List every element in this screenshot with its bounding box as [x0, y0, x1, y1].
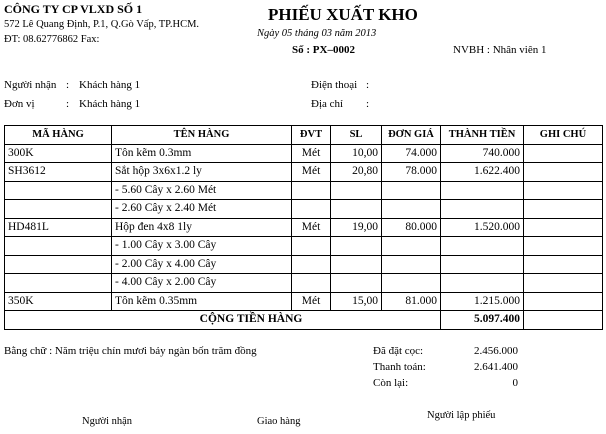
phone-label: Điện thoại	[311, 79, 358, 91]
cell-qty: 10,00	[331, 144, 382, 163]
cell-note	[524, 292, 603, 311]
cell-unit	[292, 255, 331, 274]
cell-name: - 1.00 Cây x 3.00 Cây	[112, 237, 292, 256]
cell-qty: 20,80	[331, 163, 382, 182]
cell-note	[524, 218, 603, 237]
deposit-label: Đã đặt cọc:	[373, 345, 424, 357]
header-unit: ĐVT	[292, 126, 331, 145]
cell-unit: Mét	[292, 144, 331, 163]
cell-name: Hộp đen 4x8 1ly	[112, 218, 292, 237]
cell-price	[382, 200, 441, 219]
cell-amount	[441, 255, 524, 274]
unit-value: Khách hàng 1	[79, 98, 141, 110]
cell-qty	[331, 181, 382, 200]
table-row	[5, 181, 603, 200]
cell-note	[524, 237, 603, 256]
document-date: Ngày 05 tháng 03 năm 2013	[257, 28, 377, 39]
cell-unit	[292, 237, 331, 256]
cell-qty	[331, 237, 382, 256]
table-header-row	[5, 126, 603, 145]
cell-code	[5, 237, 112, 256]
cell-code	[5, 200, 112, 219]
cell-amount	[441, 200, 524, 219]
cell-name: - 4.00 Cây x 2.00 Cây	[112, 274, 292, 293]
cell-note	[524, 144, 603, 163]
cell-amount: 1.520.000	[441, 218, 524, 237]
cell-code: 350K	[5, 292, 112, 311]
company-name: CÔNG TY CP VLXD SỐ 1	[4, 2, 143, 16]
cell-qty: 19,00	[331, 218, 382, 237]
header-note: GHI CHÚ	[524, 126, 603, 145]
total-value: 5.097.400	[441, 311, 524, 330]
paid-value: 2.641.400	[474, 361, 518, 373]
cell-code	[5, 255, 112, 274]
sales-staff: NVBH : Nhân viên 1	[453, 44, 547, 56]
document-number: Số : PX–0002	[292, 44, 355, 56]
total-row	[5, 311, 603, 330]
table-row	[5, 200, 603, 219]
customer-value: Khách hàng 1	[79, 79, 141, 91]
cell-qty: 15,00	[331, 292, 382, 311]
cell-unit	[292, 181, 331, 200]
signature-delivery: Giao hàng	[257, 416, 301, 427]
header-code: MÃ HÀNG	[5, 126, 112, 145]
cell-qty	[331, 274, 382, 293]
cell-note	[524, 255, 603, 274]
header-price: ĐƠN GIÁ	[382, 126, 441, 145]
cell-code	[5, 274, 112, 293]
header-qty: SL	[331, 126, 382, 145]
table-row	[5, 163, 603, 182]
amount-in-words: Bằng chữ : Năm triệu chín mươi bảy ngàn bốn trăm đồng	[4, 345, 257, 357]
phone-separator: :	[366, 79, 370, 91]
company-address: 572 Lê Quang Định, P.1, Q.Gò Vấp, TP.HCM.	[4, 19, 200, 30]
cell-amount: 1.622.400	[441, 163, 524, 182]
signature-creator: Người lập phiếu	[427, 410, 496, 421]
cell-unit: Mét	[292, 218, 331, 237]
header-name: TÊN HÀNG	[112, 126, 292, 145]
cell-price	[382, 181, 441, 200]
cell-unit: Mét	[292, 163, 331, 182]
cell-price: 74.000	[382, 144, 441, 163]
cell-name: Sắt hộp 3x6x1.2 ly	[112, 163, 292, 182]
cell-code: SH3612	[5, 163, 112, 182]
cell-name: - 2.00 Cây x 4.00 Cây	[112, 255, 292, 274]
address-label: Địa chỉ	[311, 98, 344, 110]
remaining-value: 0	[512, 377, 518, 389]
cell-unit: Mét	[292, 292, 331, 311]
table-row	[5, 237, 603, 256]
cell-amount	[441, 274, 524, 293]
cell-code: HD481L	[5, 218, 112, 237]
cell-qty	[331, 200, 382, 219]
table-row	[5, 144, 603, 163]
table-row	[5, 255, 603, 274]
unit-separator: :	[66, 98, 70, 110]
cell-price: 80.000	[382, 218, 441, 237]
table-row	[5, 218, 603, 237]
cell-name: - 2.60 Cây x 2.40 Mét	[112, 200, 292, 219]
cell-code	[5, 181, 112, 200]
cell-price	[382, 237, 441, 256]
table-row	[5, 292, 603, 311]
customer-separator: :	[66, 79, 70, 91]
document-title: PHIẾU XUẤT KHO	[268, 5, 418, 24]
cell-name: Tôn kẽm 0.35mm	[112, 292, 292, 311]
remaining-label: Còn lại:	[373, 377, 409, 389]
cell-qty	[331, 255, 382, 274]
signature-receiver: Người nhận	[82, 416, 133, 427]
customer-label: Người nhận	[4, 79, 57, 91]
address-separator: :	[366, 98, 370, 110]
cell-price: 81.000	[382, 292, 441, 311]
cell-unit	[292, 274, 331, 293]
cell-price: 78.000	[382, 163, 441, 182]
cell-amount	[441, 237, 524, 256]
cell-unit	[292, 200, 331, 219]
paid-label: Thanh toán:	[373, 361, 426, 373]
company-contact: ĐT: 08.62776862 Fax:	[4, 34, 100, 45]
cell-note	[524, 181, 603, 200]
cell-amount: 1.215.000	[441, 292, 524, 311]
cell-code: 300K	[5, 144, 112, 163]
header-amount: THÀNH TIỀN	[441, 126, 524, 145]
table-row	[5, 274, 603, 293]
cell-name: Tôn kẽm 0.3mm	[112, 144, 292, 163]
cell-note	[524, 200, 603, 219]
unit-label: Đơn vị	[4, 98, 35, 110]
cell-price	[382, 255, 441, 274]
items-table	[4, 125, 603, 330]
deposit-value: 2.456.000	[474, 345, 518, 357]
total-note	[524, 311, 603, 330]
cell-amount	[441, 181, 524, 200]
cell-price	[382, 274, 441, 293]
cell-note	[524, 163, 603, 182]
cell-note	[524, 274, 603, 293]
cell-name: - 5.60 Cây x 2.60 Mét	[112, 181, 292, 200]
total-label: CỘNG TIỀN HÀNG	[5, 311, 441, 330]
cell-amount: 740.000	[441, 144, 524, 163]
